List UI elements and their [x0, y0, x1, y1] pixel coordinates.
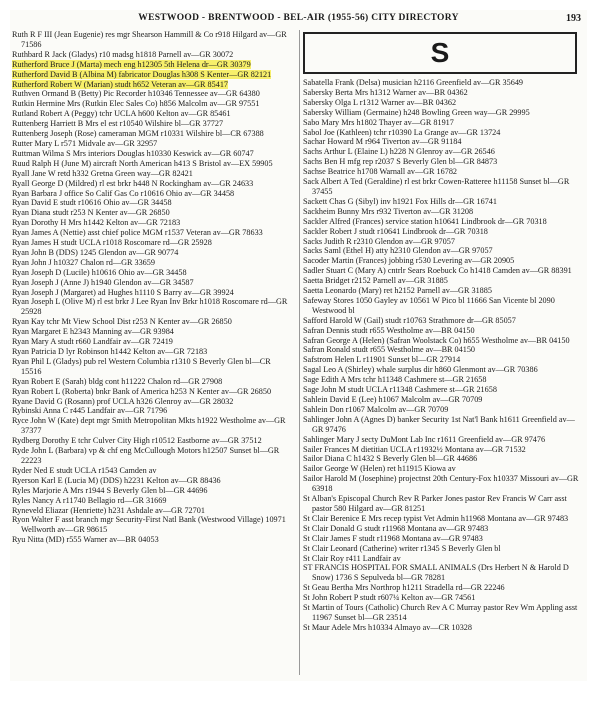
directory-entry: Sagal Leo A (Shirley) whale surplus dir h860 Glenmont av—GR 70386 — [303, 365, 538, 375]
directory-entry: Safford Harold W (Gail) studt r10763 Strathmore dr—GR 85057 — [303, 315, 516, 325]
directory-entry: Ryan Joseph J (Margaret) ad Hughes h1110 S Barry av—GR 39924 — [12, 287, 234, 297]
directory-entry: Ryder Ned E studt UCLA r1543 Camden av — [12, 465, 157, 475]
directory-entry: St Geau Bertha Mrs Northrop h1211 Stradella rd—GR 22246 — [303, 583, 505, 593]
directory-entry: Ruthbard R Jack (Gladys) r10 madsg h1818 Parnell av—GR 30072 — [12, 49, 234, 59]
directory-entry: Saetta Bridget r2152 Parnell av—GR 31885 — [303, 276, 448, 286]
directory-entry: St Clair Leonard (Catherine) writer r1345 S Beverly Glen bl — [303, 543, 501, 553]
directory-entry: Ryan Joseph L (Olive M) rl est brkr J Lee Ryan Inv Brkr h1018 Roscomare rd—GR 25928 — [12, 297, 288, 317]
directory-entry: Ryles Marjorie A Mrs r1944 S Beverly Glen bl—GR 44696 — [12, 485, 208, 495]
directory-entry: Ryan John B (DDS) 1245 Glendon av—GR 90774 — [12, 247, 179, 257]
directory-entry: Sackler Alfred (Frances) service station h10641 Lindbrook dr—GR 70318 — [303, 216, 547, 226]
directory-entry: Ruttenberg Harriett B Mrs el est r10540 Wilshire bl—GR 37727 — [12, 119, 224, 129]
directory-entry: Sabersky Olga L r1312 Warner av—BR 04362 — [303, 97, 457, 107]
directory-entry: Sabatella Frank (Delsa) musician h2116 Greenfield av—GR 35649 — [303, 78, 524, 87]
directory-entry: Ryu Nitta (MD) r555 Warner av—BR 04053 — [12, 535, 159, 545]
directory-entry: Sachar Howard M r964 Tiverton av—GR 91184 — [303, 137, 462, 147]
directory-entry: Sachse Beatrice h1708 Warnall av—GR 16782 — [303, 167, 458, 177]
directory-entry: Sackler Robert J studt r10641 Lindbrook dr—GR 70318 — [303, 226, 488, 236]
directory-entry: Ryan Robert L (Roberta) bnkr Bank of America h253 N Kenter av—GR 26850 — [12, 386, 272, 396]
directory-entry: Ryan Barbara J office So Calif Gas Co r10616 Ohio av—GR 34458 — [12, 188, 235, 198]
directory-entry: Ryan Diana studt r253 N Kenter av—GR 26850 — [12, 208, 170, 218]
directory-entry: St Martin of Tours (Catholic) Church Rev A C Murray pastor Rev Wm Appling asst 11967 Sunset bl—GR 23514 — [303, 603, 578, 622]
directory-entry: Ryan Margaret E h2343 Manning av—GR 93984 — [12, 327, 174, 337]
directory-entry — [12, 60, 292, 70]
directory-entry: Sack Albert A Ted (Geraldine) rl est brkr Cowen-Ratteree h11158 Sunset bl—GR 37455 — [303, 177, 570, 196]
directory-entry: Sachs Ben H mfg rep r2037 S Beverly Glen bl—GR 84873 — [303, 157, 498, 167]
directory-entry: Rutter Mary L r571 Midvale av—GR 32957 — [12, 138, 158, 148]
directory-entry: St Clair Donald G studt r11968 Montana av—GR 97483 — [303, 523, 489, 533]
directory-entry: St John Robert P studt r607¼ Kelton av—GR 74561 — [303, 593, 476, 603]
directory-entry: Sage John M studt UCLA r11348 Cashmere st—GR 21658 — [303, 385, 497, 395]
directory-entry: ST FRANCIS HOSPITAL FOR SMALL ANIMALS (Drs Herbert N & Harold D Snow) 1736 S Sepulveda bl—GR 78281 — [303, 563, 569, 583]
directory-entry: Sahlein David E (Lee) h1067 Malcolm av—GR 70709 — [303, 395, 483, 404]
directory-entry: Sabo Mary Mrs h1802 Thayer av—GR 81917 — [303, 117, 454, 127]
directory-entry: Ruttenberg Joseph (Rose) cameraman MGM r10331 Wilshire bl—CR 67388 — [12, 129, 264, 139]
directory-entry: Sahlinger Mary J secty DuMont Lab Inc r1611 Greenfield av—GR 97476 — [303, 434, 546, 444]
directory-entry: Ryan Mary A studt r660 Landfair av—GR 72419 — [12, 337, 173, 347]
page-header: WESTWOOD - BRENTWOOD - BEL-AIR (1955-56) CITY DIRECTORY — [138, 13, 459, 23]
directory-entry: Ryde John L (Barbara) vp & chf eng McCullough Motors h12507 Sunset bl—GR 22223 — [12, 446, 280, 465]
directory-entry: Safran George A (Helen) (Safran Woolstack Co) h655 Westholme av—BR 04150 — [303, 335, 570, 345]
directory-entry: Sahlein Don r1067 Malcolm av—GR 70709 — [303, 404, 449, 414]
directory-entry: Safstrom Helen L r11901 Sunset bl—GR 27914 — [303, 355, 461, 365]
highlighted-text: Rutherford Bruce J (Marta) mech eng h12305 5th Helena dr—GR 30379 — [12, 59, 251, 69]
directory-entry: Ryan Joseph D (Lucile) h10616 Ohio av—GR 34458 — [12, 267, 187, 277]
directory-entry: Saetta Leonardo (Mary) ret h2152 Parnell av—GR 31885 — [303, 286, 492, 296]
directory-entry: Sabersky William (Germaine) h248 Bowling Green way—GR 29995 — [303, 107, 530, 117]
directory-entry: Ryane David G (Rosann) prof UCLA h326 Glenroy av—GR 28032 — [12, 396, 234, 406]
directory-entry: Safeway Stores 1050 Gayley av 10561 W Pico bl 11666 San Vicente bl 2090 Westwood bl — [303, 295, 555, 315]
directory-entry: Ruth R F III (Jean Eugenie) res mgr Shearson Hammill & Co r918 Hilgard av—GR 71586 — [12, 30, 287, 49]
directory-entry: Ryce John W (Kate) dept mgr Smith Metropolitan Mkts h1922 Westholme av—GR 37377 — [12, 416, 286, 436]
directory-entry: Sabol Joe (Kathleen) tchr r10390 La Grange av—GR 13724 — [303, 127, 501, 137]
directory-entry — [12, 80, 292, 90]
directory-entry: Ryan Dorothy H Mrs h1442 Kelton av—GR 72183 — [12, 218, 181, 228]
directory-entry: Rutland Robert A (Peggy) tchr UCLA h600 Kelton av—GR 85461 — [12, 109, 231, 119]
directory-entry: Ryan John J h10327 Chalon rd—GR 33659 — [12, 257, 155, 267]
directory-entry: Ryall George D (Mildred) rl est brkr h448 N Rockingham av—GR 24633 — [12, 178, 254, 188]
directory-entry: Rybinski Anna C r445 Landfair av—GR 71796 — [12, 406, 168, 416]
directory-entry: Sahlinger John A (Agnes D) banker Security 1st Nat'l Bank h1611 Greenfield av—GR 97476 — [303, 414, 575, 434]
directory-entry: Ryon Walter F asst branch mgr Security-First Natl Bank (Westwood Village) 10971 Wellworth av—GR 98615 — [12, 515, 286, 535]
directory-entry: Ruttman Wilma S Mrs interiors Douglas h10330 Keswick av—GR 60747 — [12, 148, 254, 158]
directory-entry — [12, 70, 292, 80]
directory-entry: Sachs Arthur L (Elaine L) h228 N Glenroy av—GR 26546 — [303, 147, 495, 157]
page-number: 193 — [566, 12, 581, 24]
directory-entry: Ruud Ralph H (June M) aircraft North American h413 S Bristol av—EX 59905 — [12, 158, 273, 168]
directory-entry: Sailor George W (Helen) ret h11915 Kiowa av — [303, 464, 456, 474]
section-letter: S — [303, 32, 577, 74]
directory-entry: St Clair Roy r411 Landfair av — [303, 553, 401, 563]
directory-entry: Sacks Judith R r2310 Glendon av—GR 97057 — [303, 236, 455, 246]
directory-entry: Ryan Patricia D lyr Robinson h1442 Kelton av—GR 72183 — [12, 347, 208, 356]
directory-page — [10, 10, 587, 681]
directory-entry: Sacoder Martin (Frances) jobbing r530 Levering av—GR 20905 — [303, 256, 515, 266]
directory-entry: Ryneveld Eliazar (Henriette) h231 Ashdale av—GR 72701 — [12, 505, 205, 515]
directory-entry: Sailor Diana C h1432 S Beverly Glen bl—GR 44686 — [303, 454, 478, 464]
directory-entry: Ryan Joseph J (Anne J) h1940 Glendon av—GR 34587 — [12, 277, 194, 287]
directory-entry: St Clair James F studt r11968 Montana av—GR 97483 — [303, 533, 483, 543]
directory-entry: Sailer Frances M dietitian UCLA r11932½ Montana av—GR 71532 — [303, 444, 526, 454]
highlighted-text: Rutherford David B (Albina M) fabricator Douglas h308 S Kenter—GR 82121 — [12, 69, 272, 79]
left-column — [12, 30, 292, 675]
directory-entry: Ryan James H studt UCLA r1018 Roscomare rd—GR 25928 — [12, 238, 212, 248]
directory-entry: St Maur Adele Mrs h10334 Almayo av—CR 10328 — [303, 622, 472, 632]
directory-entry: Rutkin Hermine Mrs (Rutkin Elec Sales Co) h856 Malcolm av—GR 97551 — [12, 99, 260, 109]
directory-entry: Ryan Robert E (Sarah) bldg cont h11222 Chalon rd—GR 27908 — [12, 376, 223, 386]
directory-entry: Sackett Chas G (Sibyl) inv h1921 Fox Hills dr—GR 16741 — [303, 196, 497, 206]
directory-entry: Ryan Kay tchr Mt View School Dist r253 N Kenter av—GR 26850 — [12, 317, 232, 327]
directory-entry: Sage Edith A Mrs tchr h11348 Cashmere st—GR 21658 — [303, 375, 487, 385]
directory-entry: Sadler Stuart C (Mary A) cntrlr Sears Roebuck Co h1418 Camden av—GR 88391 — [303, 266, 572, 276]
directory-entry: Ryerson Karl E (Lucia M) (DDS) h2231 Kelton av—GR 88436 — [12, 475, 221, 485]
directory-entry: Safran Ronald studt r655 Westholme av—BR 04150 — [303, 345, 476, 355]
directory-entry: St Clair Berenice E Mrs recep typist Vet Admin h11968 Montana av—GR 97483 — [303, 513, 569, 523]
directory-entry: Sailor Harold M (Josephine) projectnst 20th Century-Fox h10337 Missouri av—GR 63918 — [303, 474, 579, 494]
directory-entry: Ryles Nancy A r11740 Bellagio rd—GR 31669 — [12, 495, 167, 505]
directory-entry: St Alban's Episcopal Church Rev R Parker Jones pastor Rev Francis W Carr asst pastor 580 Hilgard av—GR 81251 — [303, 494, 567, 513]
directory-entry: Ryan David E studt r10616 Ohio av—GR 34458 — [12, 198, 172, 208]
directory-entry: Ryan James A (Nettie) asst chief police MGM r1537 Veteran av—GR 78633 — [12, 228, 263, 238]
directory-entry: Safran Dennis studt r655 Westholme av—BR 04150 — [303, 325, 475, 335]
right-column — [303, 30, 583, 675]
directory-entry: Ryall Jane W retd h332 Gretna Green way—GR 82421 — [12, 168, 193, 178]
directory-entry: Rydberg Dorothy E tchr Culver City High r10512 Eastborne av—GR 37512 — [12, 436, 262, 446]
column-divider — [299, 30, 300, 675]
highlighted-text: Rutherford Robert W (Marian) studt h652 Veteran av—GR 85417 — [12, 79, 229, 89]
directory-entry: Sacks Saml (Ethel H) atty h2310 Glendon av—GR 97057 — [303, 246, 493, 256]
directory-entry: Ryan Phil L (Gladys) pub rel Western Columbia r1310 S Beverly Glen bl—CR 15516 — [12, 356, 271, 376]
directory-entry: Sackheim Bunny Mrs r932 Tiverton av—GR 31208 — [303, 206, 474, 216]
directory-entry: Ruthven Ormand B (Betty) Pic Recorder h10346 Tennessee av—GR 64380 — [12, 89, 260, 99]
directory-entry: Sabersky Berta Mrs h1312 Warner av—BR 04362 — [303, 87, 468, 97]
